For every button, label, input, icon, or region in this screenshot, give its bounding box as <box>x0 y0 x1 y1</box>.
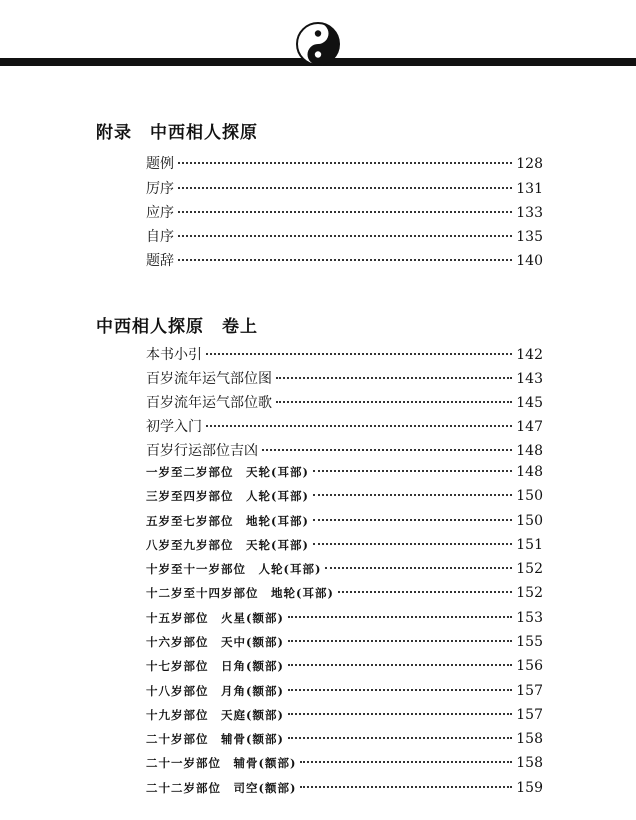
toc-sub-entry[interactable] <box>146 537 543 553</box>
toc-entry-page: 150 <box>516 488 543 504</box>
leader-dots <box>325 567 512 569</box>
leader-dots <box>206 353 512 355</box>
leader-dots <box>288 689 512 691</box>
toc-entry-page: 142 <box>516 347 543 363</box>
leader-dots <box>276 401 512 403</box>
toc-entry-page: 150 <box>516 513 543 529</box>
toc-entry-label: 一岁至二岁部位 天轮(耳部) <box>146 465 309 479</box>
leader-dots <box>300 786 512 788</box>
leader-dots <box>338 591 512 593</box>
toc-entry-page: 158 <box>516 755 543 771</box>
toc-sub-entry[interactable] <box>146 634 543 650</box>
toc-entry-label: 题例 <box>146 156 174 172</box>
leader-dots <box>178 187 512 189</box>
toc-entry[interactable] <box>146 202 543 222</box>
toc-entry-label: 八岁至九岁部位 天轮(耳部) <box>146 538 309 552</box>
leader-dots <box>206 425 512 427</box>
toc-entry[interactable] <box>146 250 543 270</box>
toc-sub-entry[interactable] <box>146 488 543 504</box>
toc-entry-page: 131 <box>516 181 543 197</box>
leader-dots <box>288 664 512 666</box>
toc-entry-page: 156 <box>516 658 543 674</box>
toc-entry[interactable] <box>146 392 543 412</box>
leader-dots <box>288 713 512 715</box>
toc-entry-label: 十七岁部位 日角(额部) <box>146 659 284 673</box>
toc-entry-page: 147 <box>516 419 543 435</box>
toc-entry-label: 十二岁至十四岁部位 地轮(耳部) <box>146 586 334 600</box>
toc-entry-page: 133 <box>516 205 543 221</box>
toc-entry-label: 二十二岁部位 司空(额部) <box>146 781 297 795</box>
yin-yang-icon <box>296 22 340 66</box>
toc-entry[interactable] <box>146 153 543 173</box>
toc-sub-entry[interactable] <box>146 464 543 480</box>
toc-entry-label: 初学入门 <box>146 419 202 435</box>
leader-dots <box>178 211 512 213</box>
toc-entry[interactable] <box>146 416 543 436</box>
leader-dots <box>276 377 512 379</box>
toc-sub-entry[interactable] <box>146 755 543 771</box>
toc-sub-entry[interactable] <box>146 561 543 577</box>
toc-entry-label: 应序 <box>146 205 174 221</box>
leader-dots <box>300 761 512 763</box>
leader-dots <box>313 470 512 472</box>
toc-entry-label: 百岁流年运气部位歌 <box>146 395 272 411</box>
toc-sub-entry[interactable] <box>146 707 543 723</box>
toc-entry-label: 厉序 <box>146 181 174 197</box>
leader-dots <box>288 737 512 739</box>
toc-entry-page: 148 <box>516 443 543 459</box>
leader-dots <box>288 640 512 642</box>
toc-entry-page: 140 <box>516 253 543 269</box>
toc-entry[interactable] <box>146 440 543 460</box>
toc-entry[interactable] <box>146 368 543 388</box>
toc-sub-entry[interactable] <box>146 610 543 626</box>
toc-entry-page: 155 <box>516 634 543 650</box>
toc-entry-label: 自序 <box>146 229 174 245</box>
toc-entry-label: 本书小引 <box>146 347 202 363</box>
toc-sub-entry[interactable] <box>146 683 543 699</box>
toc-entry-page: 157 <box>516 707 543 723</box>
toc-entry-label: 十岁至十一岁部位 人轮(耳部) <box>146 562 322 576</box>
toc-entry-page: 157 <box>516 683 543 699</box>
toc-entry-label: 题辞 <box>146 253 174 269</box>
toc-entry[interactable] <box>146 178 543 198</box>
toc-entry-page: 135 <box>516 229 543 245</box>
toc-entry-label: 十九岁部位 天庭(额部) <box>146 708 284 722</box>
leader-dots <box>313 543 512 545</box>
toc-sub-entry[interactable] <box>146 731 543 747</box>
volume-title: 中西相人探原 卷上 <box>96 317 258 337</box>
toc-sub-entry[interactable] <box>146 780 543 796</box>
leader-dots <box>313 519 512 521</box>
leader-dots <box>178 259 512 261</box>
toc-entry-label: 二十一岁部位 辅骨(额部) <box>146 756 297 770</box>
toc-sub-entry[interactable] <box>146 585 543 601</box>
toc-entry-label: 三岁至四岁部位 人轮(耳部) <box>146 489 309 503</box>
toc-entry-page: 153 <box>516 610 543 626</box>
toc-entry[interactable] <box>146 226 543 246</box>
toc-entry-page: 148 <box>516 464 543 480</box>
toc-entry-label: 百岁流年运气部位图 <box>146 371 272 387</box>
leader-dots <box>178 162 512 164</box>
toc-entry-label: 十八岁部位 月角(额部) <box>146 684 284 698</box>
leader-dots <box>288 616 512 618</box>
toc-entry-page: 159 <box>516 780 543 796</box>
toc-sub-entry[interactable] <box>146 513 543 529</box>
toc-entry-label: 百岁行运部位吉凶 <box>146 443 258 459</box>
toc-entry-label: 十五岁部位 火星(额部) <box>146 611 284 625</box>
toc-entry-page: 158 <box>516 731 543 747</box>
leader-dots <box>262 449 512 451</box>
toc-entry-page: 143 <box>516 371 543 387</box>
toc-entry-label: 五岁至七岁部位 地轮(耳部) <box>146 514 309 528</box>
toc-entry-page: 151 <box>516 537 543 553</box>
toc-entry-label: 十六岁部位 天中(额部) <box>146 635 284 649</box>
toc-entry-page: 145 <box>516 395 543 411</box>
toc-entry-label: 二十岁部位 辅骨(额部) <box>146 732 284 746</box>
toc-entry-page: 128 <box>516 156 543 172</box>
toc-entry-page: 152 <box>516 561 543 577</box>
toc-entry-page: 152 <box>516 585 543 601</box>
appendix-title: 附录 中西相人探原 <box>96 123 258 143</box>
toc-sub-entry[interactable] <box>146 658 543 674</box>
leader-dots <box>178 235 512 237</box>
toc-entry[interactable] <box>146 344 543 364</box>
leader-dots <box>313 494 512 496</box>
